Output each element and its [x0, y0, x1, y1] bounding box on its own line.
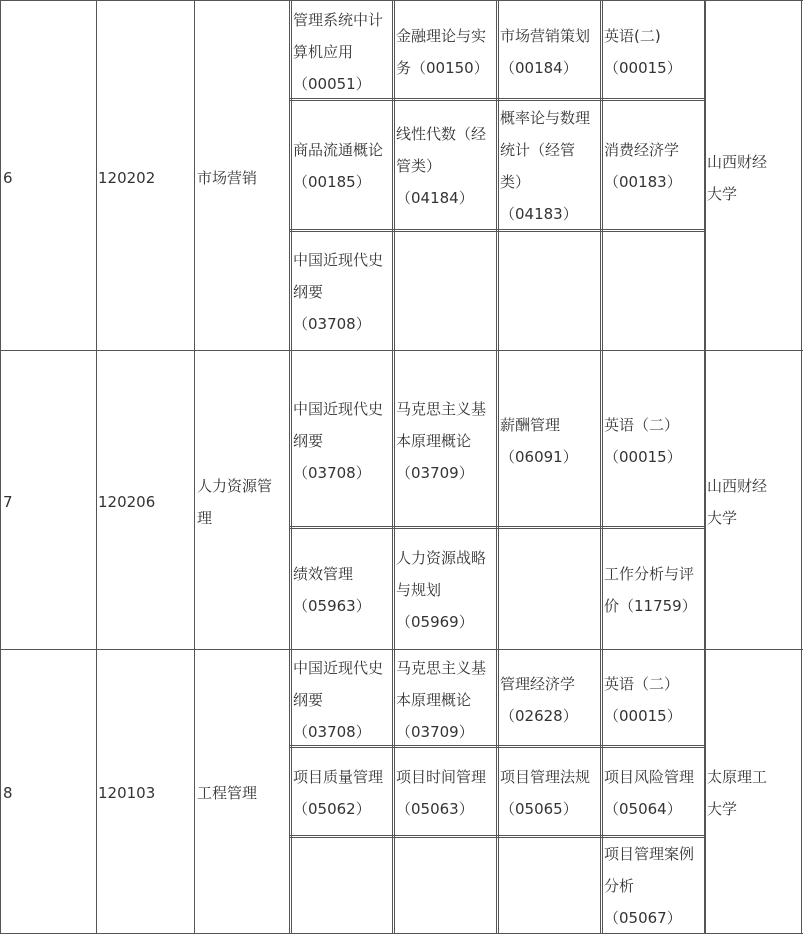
rule: [0, 0, 1, 934]
row-number: 8: [3, 784, 13, 802]
row-number: 6: [3, 169, 13, 187]
major-name: 市场营销: [197, 169, 258, 187]
major-code: 120103: [98, 784, 156, 802]
rule: [602, 0, 603, 934]
rule: [498, 0, 499, 934]
rule: [801, 0, 802, 934]
rule: [289, 0, 290, 934]
rule: [0, 350, 803, 351]
rule: [600, 0, 601, 934]
rule: [704, 0, 705, 934]
rule: [289, 528, 705, 529]
rule: [496, 0, 497, 934]
rule: [392, 0, 393, 934]
rule: [705, 0, 706, 934]
rule: [291, 0, 292, 934]
rule: [96, 0, 97, 934]
rule: [0, 649, 803, 650]
rule: [289, 526, 705, 527]
major-code: 120202: [98, 169, 156, 187]
rule: [194, 0, 195, 934]
rule: [289, 231, 705, 232]
rule: [289, 229, 705, 230]
rule: [289, 835, 705, 836]
row-number: 7: [3, 493, 13, 511]
major-code: 120206: [98, 493, 156, 511]
rule: [0, 0, 803, 1]
major-name: 工程管理: [197, 784, 258, 802]
rule: [394, 0, 395, 934]
rule: [289, 100, 705, 101]
